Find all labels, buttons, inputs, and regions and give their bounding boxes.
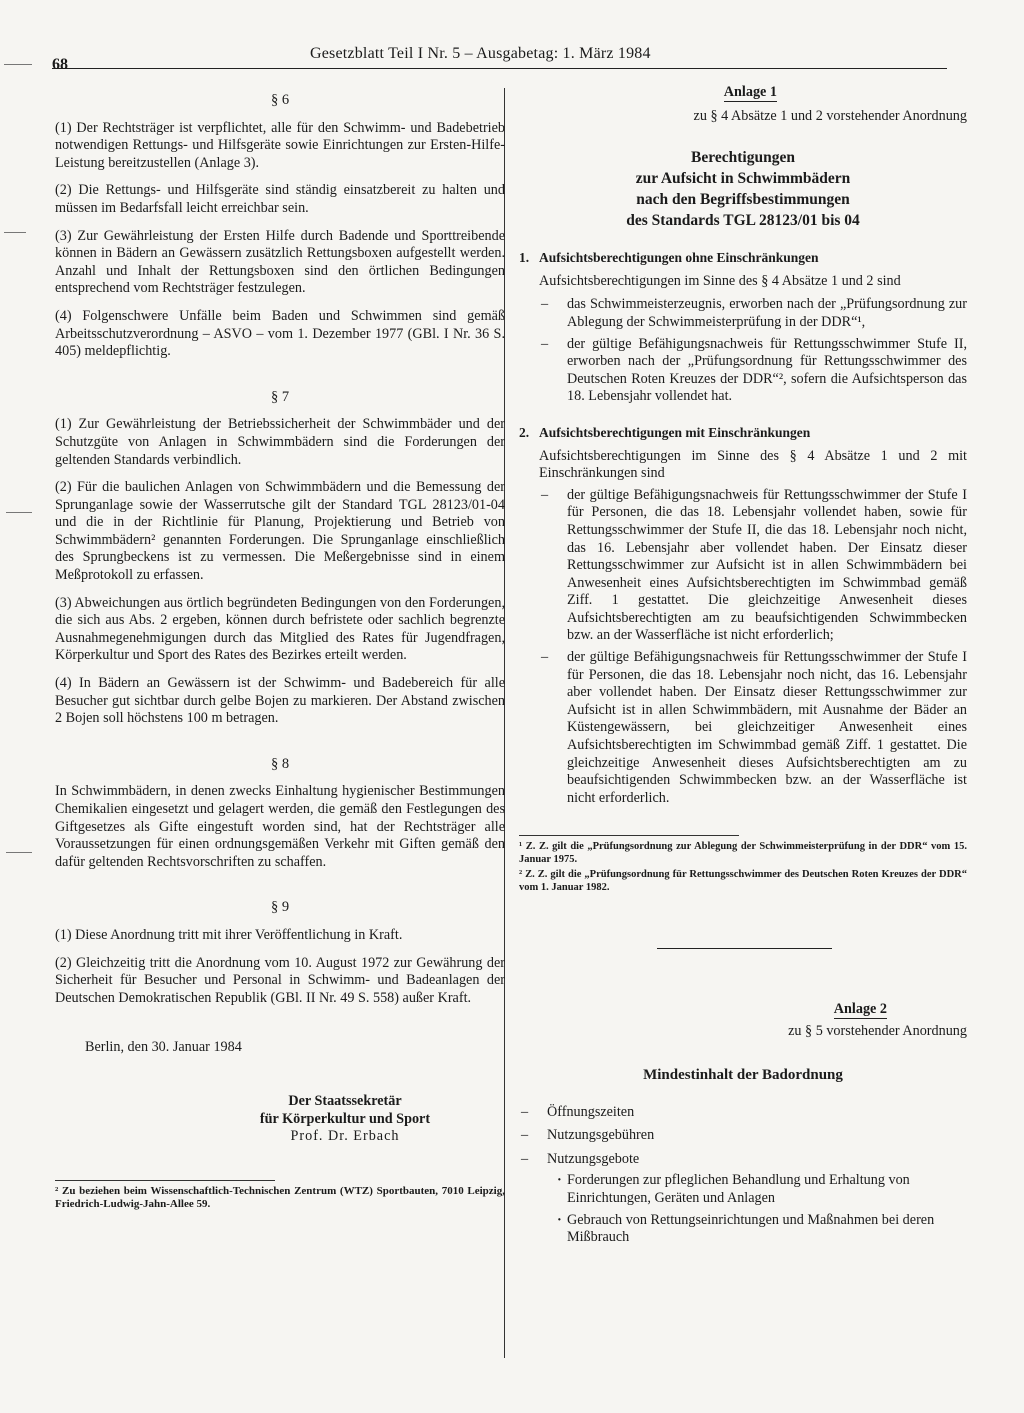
anlage-1-reference: zu § 4 Absätze 1 und 2 vorstehender Anordnung [693,107,967,124]
section-7-para-2: (2) Für die baulichen Anlagen von Schwimmbädern und die Bemessung der Sprunganlage sowie der Wasserrutsche gilt der Standard TGL 28123/01-04 und die in der Richtlinie für Planung, Projektierung und Betrieb von Schwimmbädern² genannten Forderungen. Die Sprunganlage einschließlich des Sprungbeckens ist zu vermessen. Die Meßergebnisse sind in einem Meßprotokoll zu erfassen. [55,479,505,584]
header-title: Gesetzblatt Teil I Nr. 5 – Ausgabetag: 1. März 1984 [310,45,651,62]
section-2-heading: 2. Aufsichtsberechtigungen mit Einschränkungen [519,424,811,440]
section-2-item: – der gültige Befähigungsnachweis für Rettungsschwimmer der Stufe I für Personen, die das 18. Lebensjahr noch nicht, das 16. Lebensjahr aber vollendet haben. Der Einsatz dieser Rettungsschwimmer zur Aufsicht ist in allen Schwimmbädern, mit Ausnahme der Bäder an Küstengewässern, bei gleichzeitiger Anwesenheit eines Aufsichtsberechtigten im Schwimmbad gemäß Ziff. 1 gestattet. Die gleichzeitige Anwesenheit dieses Aufsichtsberechtigten am zu beaufsichtigenden Schwimmbecken bzw. an der Wasserfläche ist nicht erforderlich. [539,649,967,807]
footnote-rule [519,835,739,836]
section-9-para-1: (1) Diese Anordnung tritt mit ihrer Veröffentlichung in Kraft. [55,926,403,943]
section-1-item: – das Schwimmeisterzeugnis, erworben nach der „Prüfungsordnung zur Ablegung der Schwimmeisterprüfung in der DDR“¹, [539,296,967,331]
section-6-para-2: (2) Die Rettungs- und Hilfsgeräte sind ständig einsatzbereit zu halten und müssen im Bedarfsfall leicht erreichbar sein. [55,182,505,216]
section-1-item: – der gültige Befähigungsnachweis für Rettungsschwimmer Stufe II, erworben nach der „Prüfungsordnung für Rettungsschwimmer des Deutschen Roten Kreuzes der DDR“², sofern die Aufsichtsperson das 18. Lebensjahr vollendet hat. [539,336,967,406]
anlage-1-title: Berechtigungen zur Aufsicht in Schwimmbädern nach den Begriffsbestimmungen des Standards TGL 28123/01 bis 04 [626,149,860,230]
right-column [519,84,967,1247]
list-item: – Nutzungsgebote [519,1151,967,1169]
sub-list-item: · Gebrauch von Rettungseinrichtungen und Maßnahmen bei deren Mißbrauch [539,1212,967,1247]
page-header [52,44,947,73]
sub-list-item: · Forderungen zur pfleglichen Behandlung und Erhaltung von Einrichtungen, Geräten und Anlagen [539,1172,967,1207]
section-8-heading: § 8 [270,755,290,772]
margin-mark [6,512,32,513]
list-item: – Öffnungszeiten [519,1104,967,1122]
footnote-1-right: ¹ Z. Z. gilt die „Prüfungsordnung zur Ablegung der Schwimmeisterprüfung in der DDR“ vom 15. Januar 1975. [519,841,967,866]
anlage-2-title: Mindestinhalt der Badordnung [643,1066,843,1083]
footnote-rule [55,1180,275,1181]
section-6-para-3: (3) Zur Gewährleistung der Ersten Hilfe durch Badende und Sporttreibende können in Bädern an Gewässern zusätzlich Rettungsboxen aufgestellt werden. Anzahl und Inhalt der Rettungsboxen sind den örtlichen Bedingungen entsprechend vom Rechtsträger festzulegen. [55,227,505,297]
margin-mark [4,232,26,233]
section-6-heading: § 6 [270,92,290,108]
section-7-para-3: (3) Abweichungen aus örtlich begründeten Bedingungen von den Forderungen, die sich aus Abs. 2 ergeben, können durch befristete oder sachlich begrenzte Ausnahmegenehmigungen durch das Mitglied des Rates für Jugendfragen, Körperkultur und Sport des Rates des Bezirkes erteilt werden. [55,594,505,664]
section-7-para-4: (4) In Bädern an Gewässern ist der Schwimm- und Badebereich für alle Besucher gut sichtbar durch gelbe Bojen zu markieren. Der Abstand zwischen 2 Bojen soll höchstens 100 m betragen. [55,675,505,727]
margin-mark [4,64,32,65]
section-6-para-4: (4) Folgenschwere Unfälle beim Baden und Schwimmen sind gemäß Arbeitsschutzverordnung – ASVO – vom 1. Dezember 1977 (GBl. I Nr. 36 S. 405) meldepflichtig. [55,307,505,360]
place-date: Berlin, den 30. Januar 1984 [85,1039,242,1056]
signature-title-1: Der Staatssekretär [288,1092,402,1109]
left-column [55,92,505,1211]
badordnung-list [519,1104,967,1247]
section-2-item: – der gültige Befähigungsnachweis für Rettungsschwimmer der Stufe I für Personen, die das 18. Lebensjahr vollendet haben, sowie für Rettungsschwimmer der Stufe II, die das 18. Lebensjahr noch nicht, das 16. Lebensjahr aber vollendet haben. Der Einsatz dieser Rettungsschwimmer zur Aufsicht ist in allen Schwimmbädern bei Anwesenheit eines Aufsichtsberechtigten im Schwimmbad gemäß Ziff. 1 gestattet. Die gleichzeitige Anwesenheit dieses Aufsichtsberechtigten am zu beaufsichtigenden Schwimmbecken bzw. an der Wasserfläche ist nicht erforderlich; [539,487,967,645]
section-2-intro: Aufsichtsberechtigungen im Sinne des § 4 Absätze 1 und 2 mit Einschränkungen sind [539,447,967,482]
section-8-para-1: In Schwimmbädern, in denen zwecks Einhaltung hygienischer Bestimmungen Chemikalien eingesetzt und gelagert werden, die gemäß den Festlegungen des Giftgesetzes als Gifte eingestuft worden sind, hat der Rechtsträger alle Voraussetzungen für einen ordnungsgemäßen Verkehr mit Giften gemäß den dafür geltenden Rechtsvorschriften zu schaffen. [55,783,505,870]
anlage-2-reference: zu § 5 vorstehender Anordnung [788,1023,967,1039]
section-6-para-1: (1) Der Rechtsträger ist verpflichtet, alle für den Schwimm- und Badebetrieb notwendigen Rettungs- und Hilfsgeräte sowie Einrichtungen zur Ersten-Hilfe-Leistung bereitzustellen (Anlage 3). [55,119,505,171]
section-separator [657,948,832,949]
anlage-2-label: Anlage 2 [833,1001,887,1018]
section-7-heading: § 7 [270,388,290,405]
footnote-2-left: ² Zu beziehen beim Wissenschaftlich-Technischen Zentrum (WTZ) Sportbauten, 7010 Leipzig, Friedrich-Ludwig-Jahn-Allee 59. [55,1184,505,1210]
signature-name: Prof. Dr. Erbach [290,1128,400,1145]
section-9-para-2: (2) Gleichzeitig tritt die Anordnung vom 10. August 1972 zur Gewährung der Sicherheit für Besucher und Personal in Schwimm- und Badeanlagen der Deutschen Demokratischen Republik (GBl. II Nr. 49 S. 558) außer Kraft. [55,954,505,1006]
list-item: – Nutzungsgebühren [519,1127,967,1145]
anlage-1-label: Anlage 1 [723,84,777,100]
section-1-intro: Aufsichtsberechtigungen im Sinne des § 4 Absätze 1 und 2 sind [539,272,901,289]
section-7-para-1: (1) Zur Gewährleistung der Betriebssicherheit der Schwimmbäder und der Schutzgüte von Anlagen in Schwimmbädern sind die Forderungen der geltenden Standards verbindlich. [55,416,505,468]
section-9-heading: § 9 [270,899,290,916]
section-1-heading: 1. Aufsichtsberechtigungen ohne Einschränkungen [519,250,819,266]
signature-title-2: für Körperkultur und Sport [259,1110,431,1127]
margin-mark [6,852,32,853]
page-number: 68 [52,56,68,73]
footnote-2-right: ² Z. Z. gilt die „Prüfungsordnung für Rettungsschwimmer des Deutschen Roten Kreuzes der DDR“ vom 1. Januar 1982. [519,869,967,894]
